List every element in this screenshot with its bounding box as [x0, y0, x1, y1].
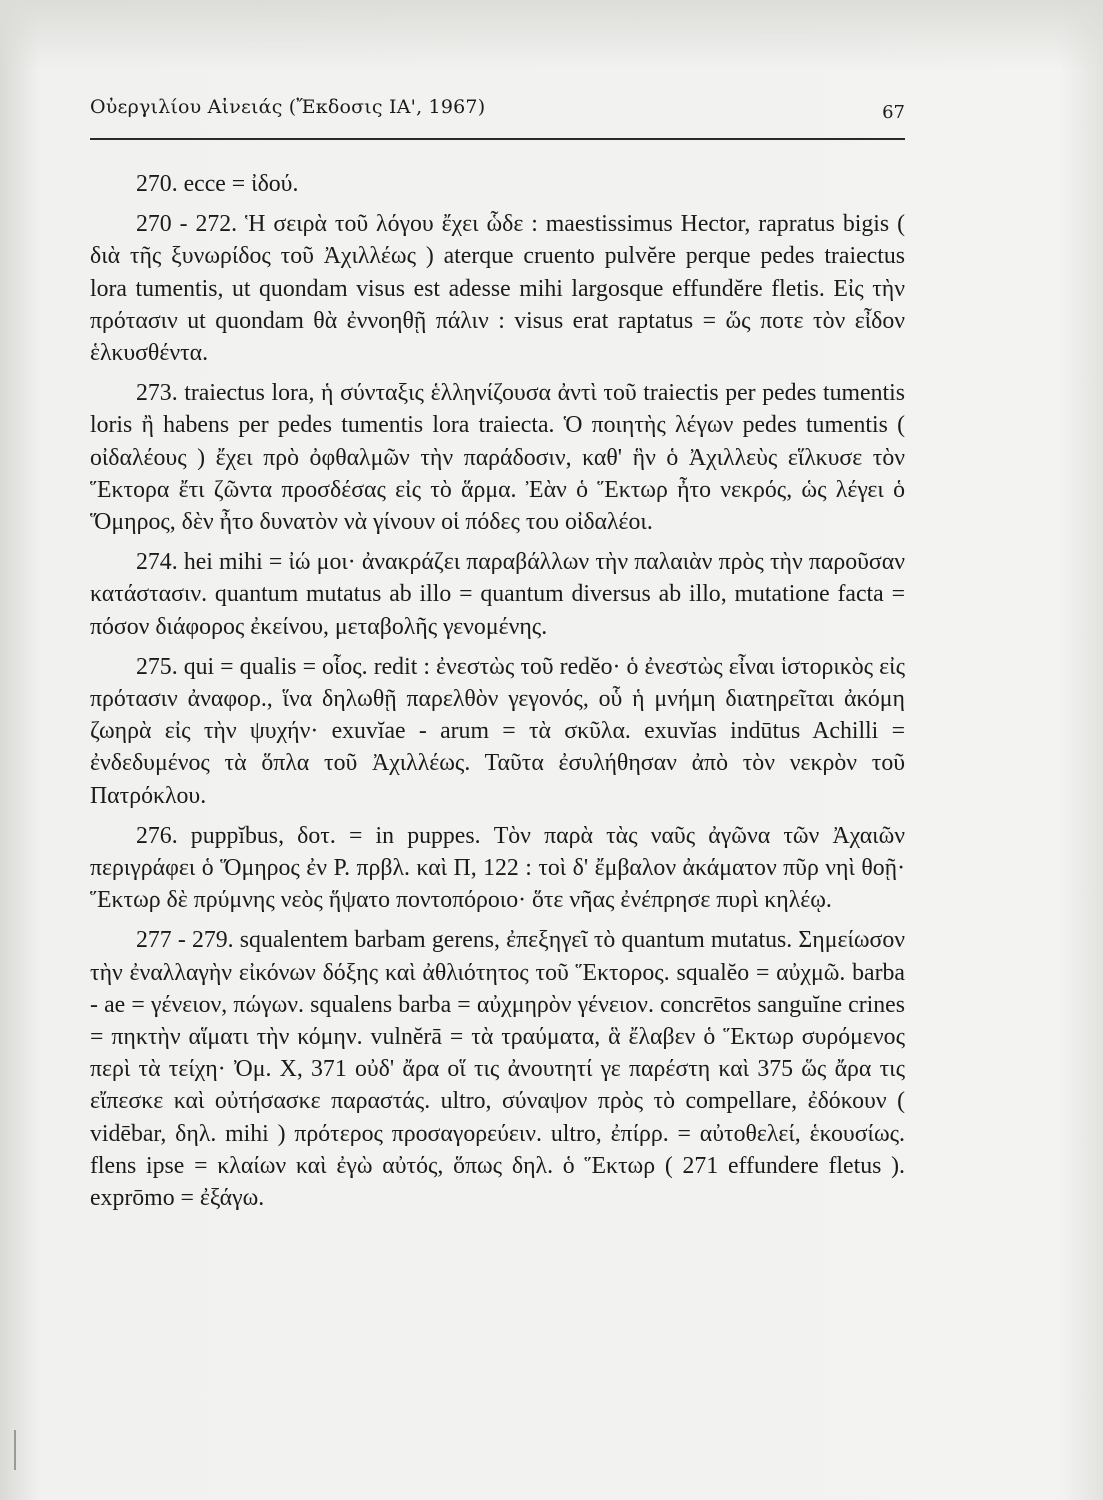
note-paragraph: 277 - 279. squalentem barbam gerens, ἐπεξηγεῖ τὸ quantum mutatus. Σημείωσον τὴν ἐναλλαγὴν εἰκόνων δόξης καὶ ἀθλιότητος τοῦ Ἕκτορος. squalĕo = αὐχμῶ. barba - ae = γένειον, πώγων. squalens barba = αὐχμηρὸν γένειον. concrētos sanguĭne crines = πηκτὴν αἵματι τὴν κόμην. vulnĕrā = τὰ τραύματα, ἃ ἔλαβεν ὁ Ἕκτωρ συρόμενος περὶ τὰ τείχη· Ὀμ. Χ, 371 οὐδ' ἄρα οἵ τις ἀνουτητί γε παρέστη καὶ 375 ὥς ἄρα τις εἴπεσκε καὶ οὐτήσασκε παραστάς. ultro, σύναψον πρὸς τὸ compellare, ἐδόκουν ( vidēbar, δηλ. mihi ) πρότερος προσαγορεύειν. ultro, ἐπίρρ. = αὐτοθελεί, ἑκουσίως. flens ipse = κλαίων καὶ ἐγὼ αὐτός, ὅπως δηλ. ὁ Ἕκτωρ ( 271 effundere fletus ). exprōmo = ἐξάγω. [90, 927, 905, 1212]
note-paragraph: 273. traiectus lora, ἡ σύνταξις ἑλληνίζουσα ἀντὶ τοῦ traiectis per pedes tumentis loris ἢ habens per pedes tumentis lora traiecta. Ὁ ποιητὴς λέγων pedes tumentis ( οἰδαλέους ) ἔχει πρὸ ὀφθαλμῶν τὴν παράδοσιν, καθ' ἣν ὁ Ἀχιλλεὺς εἵλκυσε τὸν Ἕκτορα ἔτι ζῶντα προσδέσας εἰς τὸ ἅρμα. Ἐὰν ὁ Ἕκτωρ ἦτο νεκρός, ὡς λέγει ὁ Ὅμηρος, δὲν ἦτο δυνατὸν νὰ γίνουν οἱ πόδες του οἰδαλέοι. [90, 380, 905, 536]
running-title: Οὐεργιλίου Αἰνειάς (Ἔκδοσις ΙΑ', 1967) [90, 96, 486, 118]
note-paragraph: 275. qui = qualis = οἷος. redit : ἐνεστὼς τοῦ redĕo· ὁ ἐνεστὼς εἶναι ἱστορικὸς εἰς πρότασιν ἀναφορ., ἵνα δηλωθῇ παρελθὸν γεγονός, οὗ ἡ μνήμη διατηρεῖται ἀκόμη ζωηρὰ εἰς τὴν ψυχήν· exuvĭae - arum = τὰ σκῦλα. exuvĭas indūtus Achilli = ἐνδεδυμένος τὰ ὅπλα τοῦ Ἀχιλλέως. Ταῦτα ἐσυλήθησαν ἀπὸ τὸν νεκρὸν τοῦ Πατρόκλου. [90, 653, 905, 809]
margin-mark [14, 1430, 16, 1470]
note-paragraph: 270. ecce = ἰδού. [136, 171, 299, 197]
note-paragraph: 270 - 272. Ἡ σειρὰ τοῦ λόγου ἔχει ὧδε : maestissimus Hector, rapratus bigis ( διὰ τῆς ξυνωρίδος τοῦ Ἀχιλλέως ) aterque cruento pulvĕre perque pedes traiectus lora tumentis, ut quondam visus est adesse mihi largosque effundĕre fletis. Εἰς τὴν πρότασιν ut quondam θὰ ἐννοηθῇ πάλιν : visus erat raptatus = ὥς ποτε τὸν εἶδον ἑλκυσθέντα. [90, 211, 905, 367]
page-number: 67 [882, 102, 905, 123]
page-header [90, 92, 905, 136]
commentary-body [90, 168, 905, 1222]
header-rule [90, 138, 905, 140]
note-paragraph: 274. hei mihi = ἰώ μοι· ἀνακράζει παραβάλλων τὴν παλαιὰν πρὸς τὴν παροῦσαν κατάστασιν. quantum mutatus ab illo = quantum diversus ab illo, mutatione facta = πόσον διάφορος ἐκείνου, μεταβολῆς γενομένης. [90, 549, 905, 640]
note-paragraph: 276. puppĭbus, δοτ. = in puppes. Τὸν παρὰ τὰς ναῦς ἀγῶνα τῶν Ἀχαιῶν περιγράφει ὁ Ὅμηρος ἐν Ρ. πρβλ. καὶ Π, 122 : τοὶ δ' ἔμβαλον ἀκάματον πῦρ νηὶ θοῇ· Ἕκτωρ δὲ πρύμνης νεὸς ἥψατο ποντοπόροιο· ὅτε νῆας ἐνέπρησε πυρὶ κηλέῳ. [90, 822, 905, 914]
bleed-through-shadow [0, 0, 1103, 70]
